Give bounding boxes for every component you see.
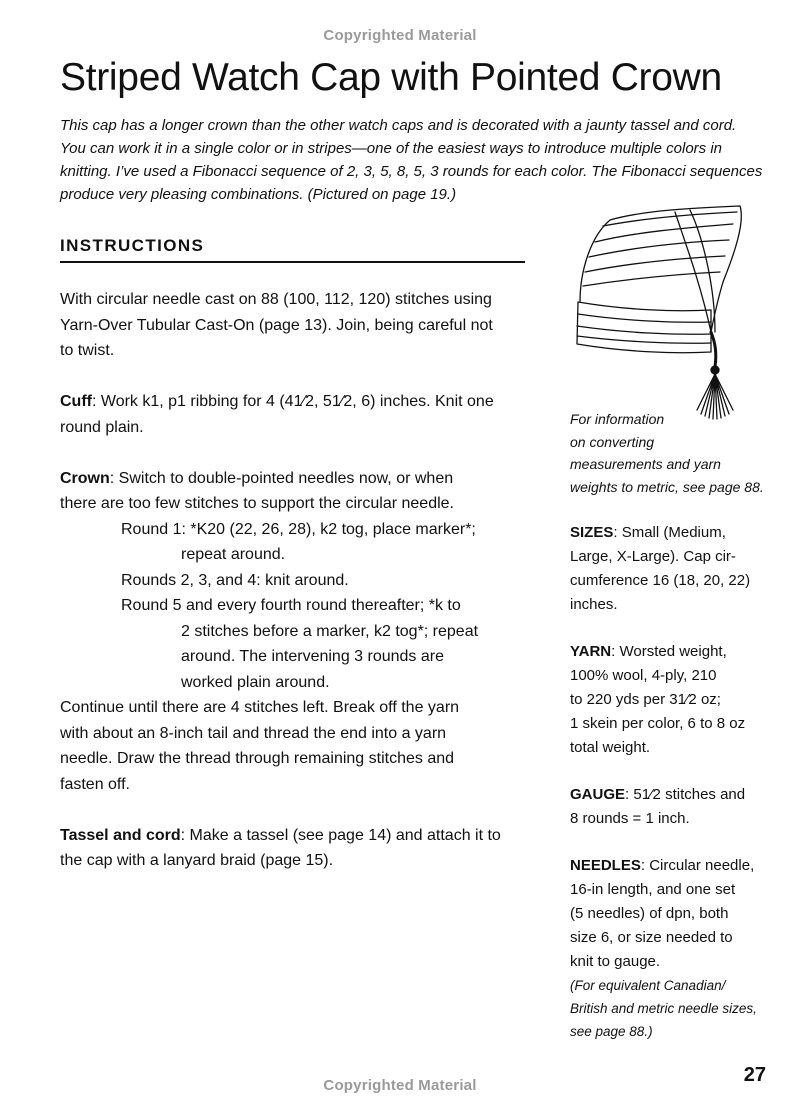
gauge-text: stitches and xyxy=(660,786,746,803)
yarn-text: : Worsted weight, xyxy=(611,643,727,660)
sizes-text: : Small (Medium, xyxy=(613,524,726,541)
gauge-text: : 5 xyxy=(625,786,642,803)
cast-on-line: With circular needle cast on 88 (100, 112, 120) stitches using xyxy=(60,291,492,308)
continue-line: needle. Draw the thread through remaining stitches and xyxy=(60,750,455,767)
crown-label: Crown xyxy=(60,469,110,487)
specs-sidebar xyxy=(570,521,785,1043)
continue-line: Continue until there are 4 stitches left. Break off the yarn xyxy=(60,699,460,716)
caption-line: For information xyxy=(570,411,665,427)
tassel-label: Tassel and cord xyxy=(60,826,181,844)
round-5-line: around. The intervening 3 rounds are xyxy=(181,648,444,665)
gauge-line: 8 rounds = 1 inch. xyxy=(570,810,690,827)
needles-note: (For equivalent Canadian/ xyxy=(570,978,726,993)
caption-line: measurements and yarn xyxy=(570,456,721,472)
yarn-line xyxy=(570,688,785,712)
yarn-line: total weight. xyxy=(570,739,651,756)
crown-text: : Switch to double-pointed needles now, or when xyxy=(109,469,454,487)
rounds-2-4-line: Rounds 2, 3, and 4: knit around. xyxy=(121,571,349,589)
metric-caption xyxy=(570,408,785,498)
gauge-label: GAUGE xyxy=(570,786,626,803)
yarn-line xyxy=(570,640,785,664)
cuff-line xyxy=(60,389,540,415)
yarn-line: 1 skein per color, 6 to 8 oz xyxy=(570,715,746,732)
page-title: Striped Watch Cap with Pointed Crown xyxy=(60,56,722,99)
copyright-watermark-top: Copyrighted Material xyxy=(323,27,477,44)
yarn-text: to 220 yds per 3 xyxy=(570,691,678,708)
intro-line: This cap has a longer crown than the other watch caps and is decorated with a jaunty tassel and cord. xyxy=(60,117,737,134)
cuff-text: , 5 xyxy=(314,393,332,410)
yarn-line: 100% wool, 4-ply, 210 xyxy=(570,667,717,684)
instructions-body xyxy=(60,287,540,874)
cuff-line: round plain. xyxy=(60,418,144,436)
tassel-line xyxy=(60,823,540,849)
intro-line: knitting. I’ve used a Fibonacci sequence of 2, 3, 5, 8, 5, 3 rounds for each color. The Fibonacci sequences xyxy=(60,163,763,180)
fraction: 1⁄2 xyxy=(677,691,697,708)
fraction: 1⁄2 xyxy=(331,393,353,410)
round-5-line: worked plain around. xyxy=(181,673,330,691)
round-5-line: 2 stitches before a marker, k2 tog*; repeat xyxy=(181,622,479,640)
tassel-text: : Make a tassel (see page 14) and attach it to xyxy=(180,826,501,844)
gauge-line xyxy=(570,783,785,807)
continue-line: fasten off. xyxy=(60,775,130,793)
cuff-text: , 6) inches. Knit one xyxy=(352,393,494,410)
cast-on-line: to twist. xyxy=(60,342,115,359)
yarn-label: YARN xyxy=(570,643,612,660)
needles-line: 16-in length, and one set xyxy=(570,881,736,898)
intro-paragraph xyxy=(60,114,768,206)
instructions-heading: INSTRUCTIONS xyxy=(60,236,525,263)
needles-line: knit to gauge. xyxy=(570,953,661,970)
fraction: 1⁄2 xyxy=(293,393,315,410)
needles-line: size 6, or size needed to xyxy=(570,929,733,946)
yarn-text: oz; xyxy=(696,691,721,708)
crown-line: there are too few stitches to support the circular needle. xyxy=(60,495,454,512)
needles-line xyxy=(570,854,785,878)
needles-note: see page 88.) xyxy=(570,1024,653,1039)
sizes-label: SIZES xyxy=(570,524,614,541)
continue-line: with about an 8-inch tail and thread the end into a yarn xyxy=(60,724,447,742)
tassel-line: the cap with a lanyard braid (page 15). xyxy=(60,852,334,869)
sizes-line xyxy=(570,521,785,545)
needles-line: (5 needles) of dpn, both xyxy=(570,905,729,922)
intro-line: You can work it in a single color or in stripes—one of the easiest ways to introduce multiple colors in xyxy=(60,140,722,157)
fraction: 1⁄2 xyxy=(641,786,661,803)
round-5-line: Round 5 and every fourth round thereafter; *k to xyxy=(121,597,461,614)
cuff-text: : Work k1, p1 ribbing for 4 (4 xyxy=(91,393,294,410)
crown-line xyxy=(60,466,540,492)
sizes-line: cumference 16 (18, 20, 22) xyxy=(570,572,751,589)
round-1-line: Round 1: *K20 (22, 26, 28), k2 tog, place marker*; xyxy=(121,520,476,538)
intro-line: produce very pleasing combinations. (Pictured on page 19.) xyxy=(60,186,457,203)
round-1-line: repeat around. xyxy=(181,546,286,563)
cuff-label: Cuff xyxy=(60,393,92,410)
page-number: 27 xyxy=(743,1064,766,1086)
caption-line: on converting xyxy=(570,433,655,450)
copyright-watermark-bottom: Copyrighted Material xyxy=(323,1077,477,1094)
needles-label: NEEDLES xyxy=(570,857,641,874)
striped-cap-illustration xyxy=(565,202,765,427)
sizes-line: Large, X-Large). Cap cir- xyxy=(570,548,736,565)
needles-note: British and metric needle sizes, xyxy=(570,1001,757,1016)
caption-line: weights to metric, see page 88. xyxy=(570,478,764,495)
needles-text: : Circular needle, xyxy=(640,857,755,874)
cast-on-line: Yarn-Over Tubular Cast-On (page 13). Join, being careful not xyxy=(60,316,493,334)
sizes-line: inches. xyxy=(570,596,618,613)
